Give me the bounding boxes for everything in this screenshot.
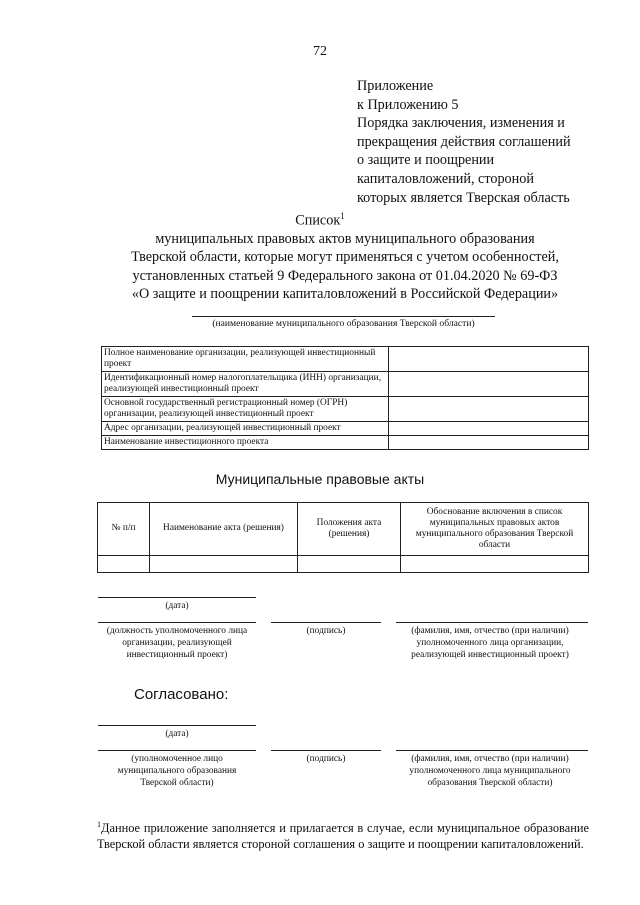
- appendix-line: прекращения действия соглашений: [357, 133, 571, 150]
- table-row: [102, 372, 589, 397]
- name-line[interactable]: [396, 622, 588, 623]
- position-caption: (уполномоченное лицо муниципального образования Тверской области): [117, 754, 237, 788]
- date-caption: (дата): [165, 729, 189, 739]
- position-line[interactable]: [98, 750, 256, 751]
- name-caption: (фамилия, имя, отчество (при наличии) уполномоченного лица муниципального образования Тверской области): [409, 754, 571, 788]
- table-cell[interactable]: [298, 556, 401, 573]
- footnote-text: Данное приложение заполняется и прилагается в случае, если муниципальное образование Тверской области является стороной соглашения о защите и поощрении капиталовложений.: [97, 821, 589, 851]
- org-label: Идентификационный номер налогоплательщика (ИНН) организации, реализующей инвестиционный проект: [102, 372, 389, 397]
- subtitle-line: Тверской области, которые могут применяться с учетом особенностей,: [131, 249, 559, 266]
- col-header-justification: Обоснование включения в список муниципальных правовых актов муниципального образования Тверской области: [401, 503, 589, 556]
- document-subtitle: [100, 230, 590, 304]
- date-line[interactable]: [98, 597, 256, 598]
- org-label: Адрес организации, реализующей инвестиционный проект: [102, 422, 389, 436]
- table-row: [98, 556, 589, 573]
- appendix-heading: [357, 77, 571, 207]
- table-row: [102, 436, 589, 450]
- signature-caption: (подпись): [306, 626, 346, 636]
- table-row: [102, 347, 589, 372]
- org-value-cell[interactable]: [389, 397, 589, 422]
- page-number: 72: [313, 44, 327, 59]
- date-caption: (дата): [165, 601, 189, 611]
- municipality-fill-line[interactable]: [192, 316, 495, 317]
- appendix-line: к Приложению 5: [357, 96, 459, 113]
- table-cell[interactable]: [401, 556, 589, 573]
- date-line[interactable]: [98, 725, 256, 726]
- appendix-line: капиталовложений, стороной: [357, 170, 534, 187]
- signature-line[interactable]: [271, 622, 381, 623]
- table-cell[interactable]: [98, 556, 150, 573]
- agreed-label: Согласовано:: [134, 686, 229, 703]
- table-row: [102, 422, 589, 436]
- org-value-cell[interactable]: [389, 372, 589, 397]
- org-label: Основной государственный регистрационный номер (ОГРН) организации, реализующей инвестиционный проект: [102, 397, 389, 422]
- footnote: [97, 817, 589, 853]
- municipality-caption: (наименование муниципального образования Тверской области): [212, 318, 475, 329]
- name-line[interactable]: [396, 750, 588, 751]
- org-label: Полное наименование организации, реализующей инвестиционный проект: [102, 347, 389, 372]
- org-value-cell[interactable]: [389, 436, 589, 450]
- position-caption: (должность уполномоченного лица организации, реализующей инвестиционный проект): [106, 626, 248, 660]
- col-header-number: № п/п: [98, 503, 150, 556]
- acts-table: [97, 502, 589, 573]
- signature-caption: (подпись): [306, 754, 346, 764]
- signature-line[interactable]: [271, 750, 381, 751]
- subtitle-line: муниципальных правовых актов муниципального образования: [155, 231, 535, 247]
- appendix-line: которых является Тверская область: [357, 189, 570, 206]
- subtitle-line: «О защите и поощрении капиталовложений в Российской Федерации»: [131, 286, 559, 303]
- position-line[interactable]: [98, 622, 256, 623]
- footnote-ref: 1: [340, 211, 345, 221]
- table-header-row: [98, 503, 589, 556]
- name-caption: (фамилия, имя, отчество (при наличии) уполномоченного лица организации, реализующей инвестиционный проект): [411, 626, 569, 660]
- footnote-mark: 1: [97, 820, 101, 829]
- org-value-cell[interactable]: [389, 422, 589, 436]
- appendix-line: Приложение: [357, 78, 434, 94]
- subtitle-line: установленных статьей 9 Федерального закона от 01.04.2020 № 69-ФЗ: [132, 267, 558, 284]
- document-title: [0, 211, 640, 230]
- appendix-line: Порядка заключения, изменения и: [357, 115, 565, 132]
- table-row: [102, 397, 589, 422]
- title-text: Список: [295, 212, 341, 229]
- col-header-provisions: Положения акта (решения): [298, 503, 401, 556]
- col-header-act-name: Наименование акта (решения): [150, 503, 298, 556]
- org-value-cell[interactable]: [389, 347, 589, 372]
- table-cell[interactable]: [150, 556, 298, 573]
- organization-table: [101, 346, 589, 450]
- appendix-line: о защите и поощрении: [357, 152, 495, 169]
- org-label: Наименование инвестиционного проекта: [102, 436, 389, 450]
- section-title: Муниципальные правовые акты: [215, 471, 425, 487]
